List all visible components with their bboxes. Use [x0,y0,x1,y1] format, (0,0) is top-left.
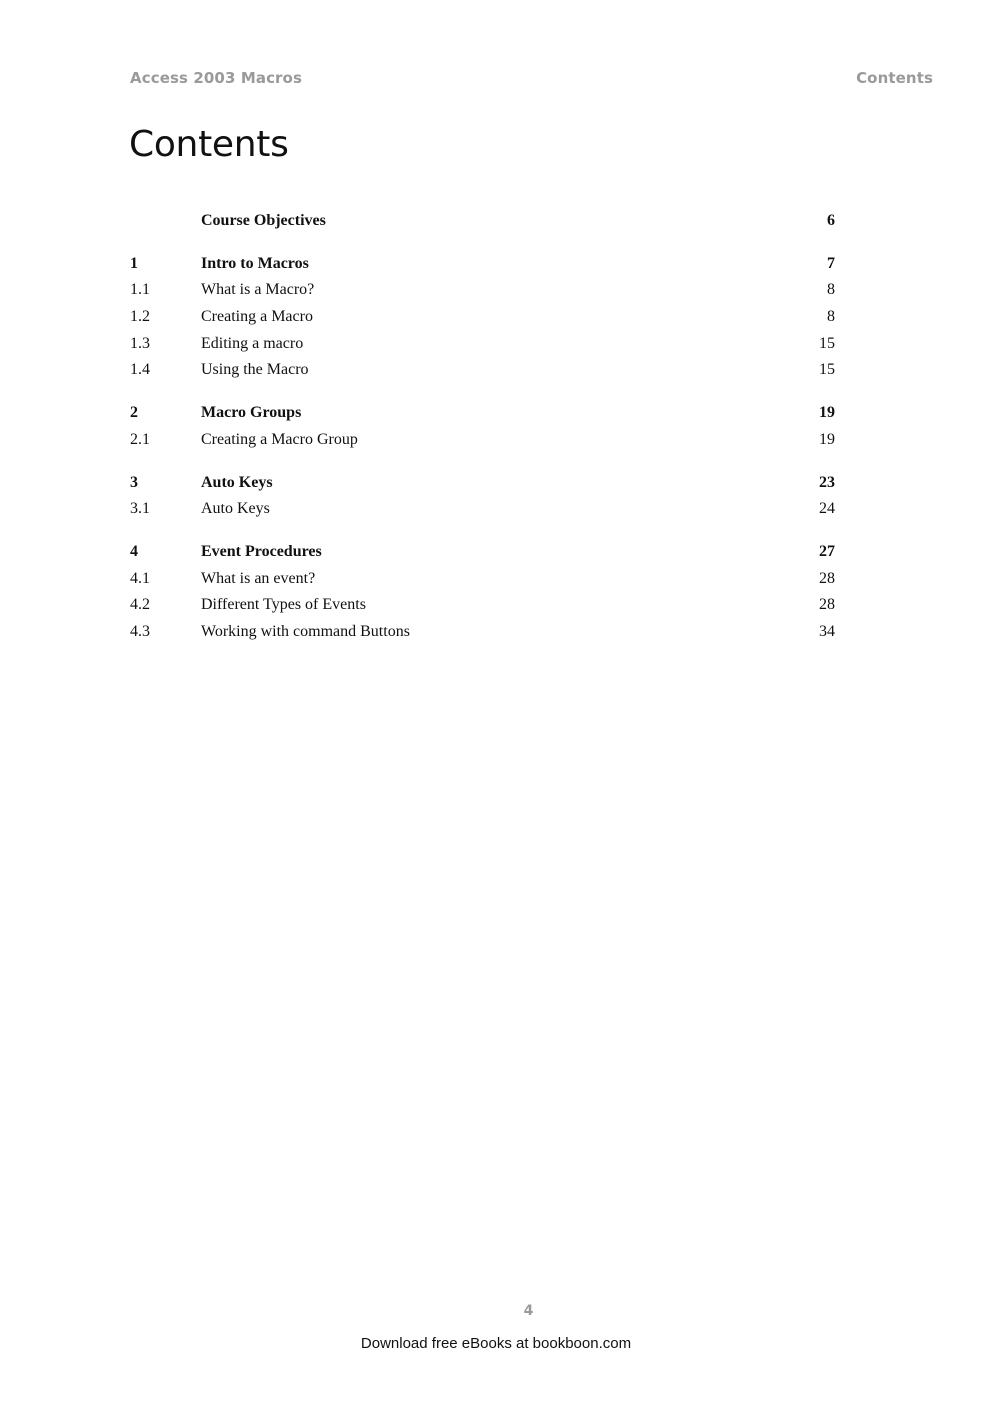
toc-entry-title: Creating a Macro Group [201,430,358,448]
toc-entry-page: 7 [827,254,835,272]
toc-entry-chapter-4[interactable] [130,539,835,566]
toc-entry-chapter-2[interactable] [130,400,835,427]
toc-entry-title: Creating a Macro [201,308,313,326]
toc-entry-title: Event Procedures [201,542,322,560]
toc-entry-page: 23 [819,473,835,491]
toc-entry-page: 15 [819,334,835,352]
toc-entry-2-1[interactable] [130,427,835,454]
toc-entry-number: 2.1 [130,430,150,448]
toc-entry-number: 1 [130,254,138,272]
toc-entry-number: 1.4 [130,361,150,379]
toc-entry-1-3[interactable] [130,331,835,358]
toc-entry-page: 8 [827,308,835,326]
toc-entry-title: Macro Groups [201,404,302,422]
toc-entry-1-2[interactable] [130,304,835,331]
toc-entry-number: 1.3 [130,334,150,352]
toc-entry-title: Working with command Buttons [201,622,410,640]
toc-entry-1-1[interactable] [130,277,835,304]
footer-download-link[interactable]: Download free eBooks at bookboon.com [360,1335,632,1352]
toc-entry-4-3[interactable] [130,619,835,646]
toc-entry-number: 4.2 [130,596,150,614]
toc-entry-page: 34 [819,622,835,640]
toc-entry-number: 1.1 [130,281,150,299]
table-of-contents [130,208,835,646]
toc-entry-chapter-3[interactable] [130,470,835,497]
running-header-section: Contents [856,69,933,87]
toc-entry-page: 28 [819,596,835,614]
toc-entry-title: Auto Keys [201,473,273,491]
toc-entry-1-4[interactable] [130,357,835,384]
toc-entry-number: 4.3 [130,622,150,640]
toc-entry-number: 1.2 [130,308,150,326]
toc-entry-page: 19 [819,404,835,422]
toc-entry-chapter-1[interactable] [130,251,835,278]
toc-entry-title: Course Objectives [201,212,326,229]
toc-entry-title: Auto Keys [201,500,270,518]
toc-entry-page: 15 [819,361,835,379]
toc-entry-page: 6 [827,212,835,229]
toc-entry-title: Different Types of Events [201,596,366,614]
toc-entry-number: 3.1 [130,500,150,518]
toc-entry-title: Using the Macro [201,361,309,379]
toc-entry-title: Editing a macro [201,334,304,352]
toc-entry-title: What is a Macro? [201,281,315,299]
toc-entry-title: Intro to Macros [201,254,309,272]
toc-entry-4-2[interactable] [130,592,835,619]
toc-entry-page: 27 [819,542,835,560]
toc-entry-3-1[interactable] [130,496,835,523]
toc-entry-number: 2 [130,404,138,422]
page-title: Contents [129,124,289,165]
toc-entry-number: 3 [130,473,138,491]
toc-entry-course-objectives[interactable] [130,208,835,235]
toc-entry-page: 8 [827,281,835,299]
toc-entry-number: 4 [130,542,138,560]
toc-entry-page: 28 [819,569,835,587]
toc-entry-title: What is an event? [201,569,316,587]
toc-entry-4-1[interactable] [130,566,835,593]
page-number: 4 [523,1303,534,1319]
toc-entry-page: 19 [819,430,835,448]
running-header-book-title: Access 2003 Macros [130,69,302,87]
toc-entry-number: 4.1 [130,569,150,587]
toc-entry-page: 24 [819,500,835,518]
